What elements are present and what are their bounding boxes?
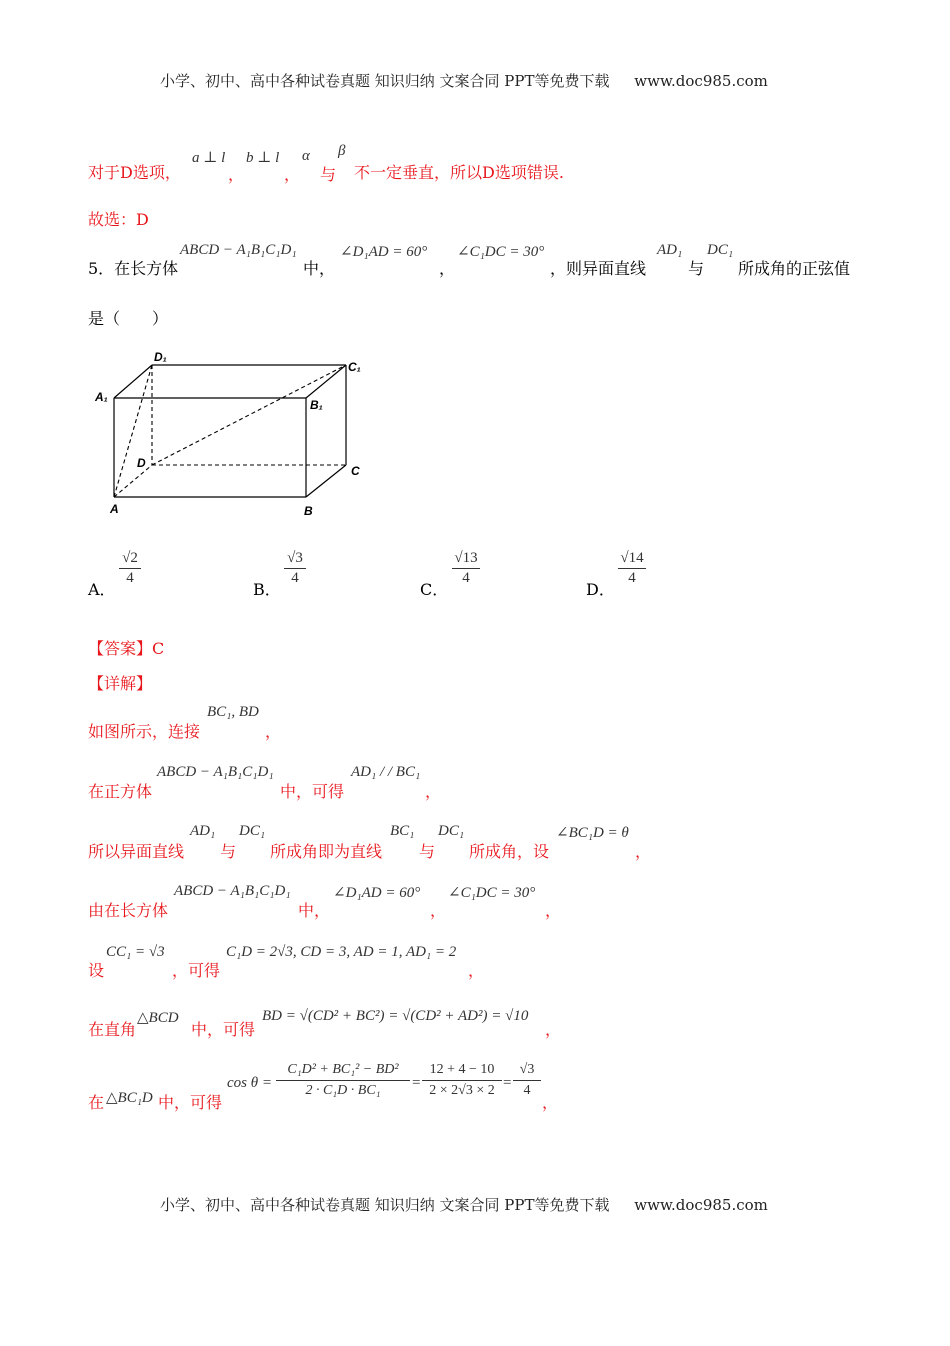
answer-label: 【答案】C	[88, 639, 165, 658]
sol-line2-math2: AD₁ / / BC₁	[351, 764, 421, 780]
sol-line4-mid: 中，	[298, 901, 331, 920]
math-ad1: AD₁	[657, 242, 683, 258]
prev-answer: 故选：D	[88, 210, 149, 229]
sol-line7-text: 在	[88, 1093, 105, 1112]
option-a-den: 4	[126, 570, 134, 586]
option-c-den: 4	[462, 570, 470, 586]
option-b-den: 4	[291, 570, 299, 586]
option-d-fraction	[614, 550, 650, 587]
option-d-num: √14	[620, 550, 644, 566]
sol-line1-text: 如图所示，连接	[88, 722, 201, 741]
frac3-numerator: √3	[519, 1062, 535, 1077]
detail-label: 【详解】	[88, 674, 153, 693]
sol-line7-text2: 中，可得	[158, 1093, 223, 1112]
sep-comma: ，	[228, 165, 245, 184]
label-b1: B₁	[310, 398, 323, 412]
sol-line2-text: 在正方体	[88, 782, 153, 801]
math-alpha: α	[302, 148, 310, 164]
sol-line3-ad1: AD₁	[190, 823, 216, 839]
frac2-numerator: 12 + 4 − 10	[429, 1062, 495, 1077]
option-c-fraction	[448, 550, 484, 587]
option-c-num: √13	[454, 550, 478, 566]
header-text: 小学、初中、高中各种试卷真题 知识归纳 文案合同 PPT等免费下载	[160, 72, 610, 90]
edge-ad-hidden	[114, 465, 152, 497]
sol-line5-values: C₁D = 2√3, CD = 3, AD = 1, AD₁ = 2	[226, 944, 457, 960]
sol-line3-dc1: DC₁	[239, 823, 266, 839]
sol-line7-frac2	[422, 1062, 502, 1099]
sol-line4-angle2: ∠C₁DC = 30°	[448, 885, 536, 901]
sol-line5-text2: ，可得	[172, 961, 221, 980]
footer-text: 小学、初中、高中各种试卷真题 知识归纳 文案合同 PPT等免费下载	[160, 1196, 610, 1214]
option-d-letter: D．	[586, 580, 615, 599]
frac3-denominator: 4	[523, 1083, 531, 1098]
sol-line1-comma: ，	[265, 722, 282, 741]
sol-line6-comma: ，	[545, 1020, 562, 1039]
option-b-letter: B．	[253, 580, 281, 599]
sol-line3-with: 与	[220, 842, 237, 861]
sol-line3-theta: ∠BC₁D = θ	[556, 825, 629, 841]
sol-line6-text: 在直角	[88, 1020, 137, 1039]
edge-bc	[306, 465, 346, 497]
math-angle1: ∠D₁AD = 60°	[340, 244, 428, 260]
sol-line4-angle1: ∠D₁AD = 60°	[333, 885, 421, 901]
sol-line2-comma: ，	[425, 782, 442, 801]
sol-line4-comma: ，	[430, 901, 447, 920]
option-b-num: √3	[287, 550, 303, 566]
frac1-numerator: C₁D² + BC₁² − BD²	[287, 1062, 399, 1077]
option-d-den: 4	[628, 570, 636, 586]
diag-dc1	[152, 365, 346, 465]
label-d1: D₁	[154, 350, 167, 364]
sol-line4-comma2: ，	[545, 901, 562, 920]
sol-line2-text2: 中，可得	[280, 782, 345, 801]
sol-line5-text: 设	[88, 961, 105, 980]
option-a-num: √2	[122, 550, 138, 566]
sol-line3-comma: ，	[635, 842, 652, 861]
sol-line3-text2: 所成角即为直线	[270, 842, 383, 861]
sol-line7-comma: ，	[542, 1093, 559, 1112]
page-header	[160, 70, 768, 91]
label-a1: A₁	[95, 390, 108, 404]
math-b-perp-l: b ⊥ l	[246, 150, 280, 166]
cuboid-figure	[90, 345, 380, 525]
math-a-perp-l: a ⊥ l	[192, 150, 226, 166]
edge-a1d1	[114, 365, 152, 398]
text-blank: 是（ ）	[88, 309, 169, 328]
sol-line6-triangle: △BCD	[137, 1010, 179, 1026]
math-angle2: ∠C₁DC = 30°	[457, 244, 545, 260]
sol-line3-dc1b: DC₁	[438, 823, 465, 839]
diag-ad1	[114, 365, 152, 497]
label-c1: C₁	[348, 360, 361, 374]
text-tail: 所成角的正弦值	[738, 259, 851, 278]
prev-d-conclusion: 不一定垂直，所以D选项错误.	[354, 163, 564, 182]
sol-line3-with2: 与	[419, 842, 436, 861]
label-c: C	[351, 464, 360, 478]
sol-line6-text2: 中，可得	[191, 1020, 256, 1039]
option-c-letter: C．	[420, 580, 449, 599]
sol-line7-cos: cos θ =	[227, 1075, 272, 1091]
sol-line5-cc1: CC₁ = √3	[106, 944, 165, 960]
math-solid: ABCD − A₁B₁C₁D₁	[180, 242, 297, 258]
label-d: D	[137, 456, 146, 470]
page-footer	[160, 1194, 768, 1215]
header-url: www.doc985.com	[634, 72, 768, 90]
sol-line6-bd: BD = √(CD² + BC²) = √(CD² + AD²) = √10	[262, 1008, 529, 1024]
sol-line2-math: ABCD − A₁B₁C₁D₁	[157, 764, 274, 780]
label-b: B	[304, 504, 313, 518]
option-a-letter: A．	[88, 580, 116, 599]
sep-comma: ，	[284, 165, 301, 184]
option-b-fraction	[280, 550, 310, 587]
sol-line3-bc1: BC₁	[390, 823, 415, 839]
math-dc1: DC₁	[707, 242, 734, 258]
text-with: 与	[320, 165, 337, 184]
sol-line7-eq1: =	[412, 1075, 421, 1091]
text-mid: 中，	[303, 259, 336, 278]
frac2-denominator: 2 × 2√3 × 2	[429, 1083, 495, 1098]
footer-url: www.doc985.com	[634, 1196, 768, 1214]
question-number: 5．在长方体	[88, 259, 179, 278]
sol-line3-text3: 所成角，设	[469, 842, 550, 861]
text-with: 与	[688, 259, 705, 278]
edge-b1c1	[306, 365, 346, 398]
frac1-denominator: 2 · C₁D · BC₁	[305, 1083, 381, 1098]
sol-line1-math: BC₁, BD	[207, 704, 259, 720]
text-then: ，则异面直线	[550, 259, 647, 278]
math-beta: β	[338, 143, 346, 159]
sol-line4-solid: ABCD − A₁B₁C₁D₁	[174, 883, 291, 899]
sol-line7-frac1	[276, 1062, 410, 1099]
sol-line7-triangle: △BC₁D	[106, 1090, 153, 1106]
label-a: A	[110, 502, 119, 516]
sol-line4-text: 由在长方体	[88, 901, 169, 920]
sol-line5-comma: ，	[468, 961, 485, 980]
option-a-fraction	[115, 550, 145, 587]
prev-d-option-text: 对于D选项，	[88, 163, 181, 182]
sol-line3-text: 所以异面直线	[88, 842, 185, 861]
text-comma: ，	[439, 259, 456, 278]
sol-line7-frac3	[513, 1062, 541, 1099]
sol-line7-eq2: =	[503, 1075, 512, 1091]
